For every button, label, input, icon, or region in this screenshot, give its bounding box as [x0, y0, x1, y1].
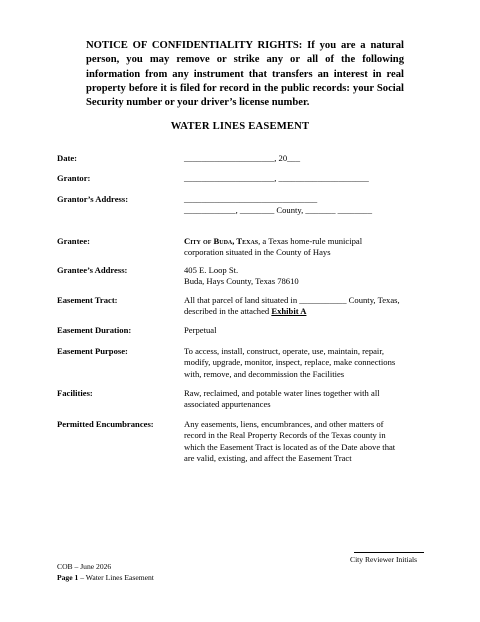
footer-page-line — [57, 573, 154, 582]
footer-revision: COB – June 2026 — [57, 562, 112, 571]
grantee-address-label: Grantee’s Address: — [57, 265, 128, 275]
permitted-encumbrances-line-2: record in the Real Property Records of the Texas county in — [184, 430, 386, 441]
grantee-value — [184, 236, 439, 259]
initials-signature-line — [354, 552, 424, 553]
easement-tract-value — [184, 295, 439, 318]
grantor-value: _____________________, _____________________ — [184, 173, 369, 183]
facilities-line-1: Raw, reclaimed, and potable water lines together with all — [184, 388, 380, 398]
grantee-address-value — [184, 265, 439, 288]
date-value: _____________________, 20___ — [184, 153, 301, 163]
grantor-label: Grantor: — [57, 173, 91, 183]
grantee-line-1 — [184, 236, 439, 247]
facilities-label: Facilities: — [57, 388, 93, 398]
exhibit-a-reference: Exhibit A — [271, 306, 307, 317]
grantor-address-label: Grantor’s Address: — [57, 194, 129, 204]
easement-purpose-line-2: modify, upgrade, monitor, inspect, replace, make connections — [184, 357, 396, 368]
city-reviewer-initials-label: City Reviewer Initials — [350, 555, 418, 564]
grantee-address-line-1: 405 E. Loop St. — [184, 265, 239, 275]
easement-duration-label: Easement Duration: — [57, 325, 132, 335]
easement-purpose-label: Easement Purpose: — [57, 346, 128, 356]
grantee-address-line-2: Buda, Hays County, Texas 78610 — [184, 276, 299, 287]
easement-purpose-line-1: To access, install, construct, operate, use, maintain, repair, — [184, 346, 384, 356]
footer-page-number: Page 1 — [57, 573, 79, 582]
permitted-encumbrances-label: Permitted Encumbrances: — [57, 419, 154, 429]
easement-duration-value: Perpetual — [184, 325, 217, 335]
permitted-encumbrances-line-1: Any easements, liens, encumbrances, and other matters of — [184, 419, 384, 429]
grantee-label: Grantee: — [57, 236, 90, 246]
grantor-address-line-1: _______________________________ — [184, 194, 318, 204]
facilities-line-2: associated appurtenances — [184, 399, 271, 410]
grantor-address-value — [184, 194, 439, 217]
permitted-encumbrances-line-3: which the Easement Tract is located as of the Date above that — [184, 441, 396, 452]
date-label: Date: — [57, 153, 78, 163]
facilities-value — [184, 388, 439, 411]
permitted-encumbrances-line-4: are valid, existing, and affect the Easement Tract — [184, 453, 352, 464]
easement-purpose-line-3: with, remove, and decommission the Facilities — [184, 368, 345, 379]
easement-tract-label: Easement Tract: — [57, 295, 118, 305]
grantee-line-1-rest: , a Texas home-rule municipal — [258, 236, 363, 246]
grantee-name: City of Buda, Texas — [184, 236, 259, 246]
easement-tract-line-2 — [184, 306, 439, 317]
grantor-address-line-2: ____________, ________ County, _______ ________ — [184, 205, 373, 216]
confidentiality-notice: NOTICE OF CONFIDENTIALITY RIGHTS: If you are a natural person, you may remove or strike any or all of the following information from any instrument that transfers an interest in real property before it is filed for record in the public records: your Social Security number or your driver’s license number. — [86, 40, 404, 109]
easement-purpose-value — [184, 346, 439, 380]
footer-page-title: – Water Lines Easement — [78, 573, 154, 582]
document-title: WATER LINES EASEMENT — [170, 121, 310, 132]
permitted-encumbrances-value — [184, 419, 439, 465]
easement-tract-line-1: All that parcel of land situated in ___________ County, Texas, — [184, 295, 400, 305]
grantee-line-2: corporation situated in the County of Hays — [184, 247, 331, 258]
easement-tract-line-2-prefix: described in the attached — [184, 306, 272, 317]
